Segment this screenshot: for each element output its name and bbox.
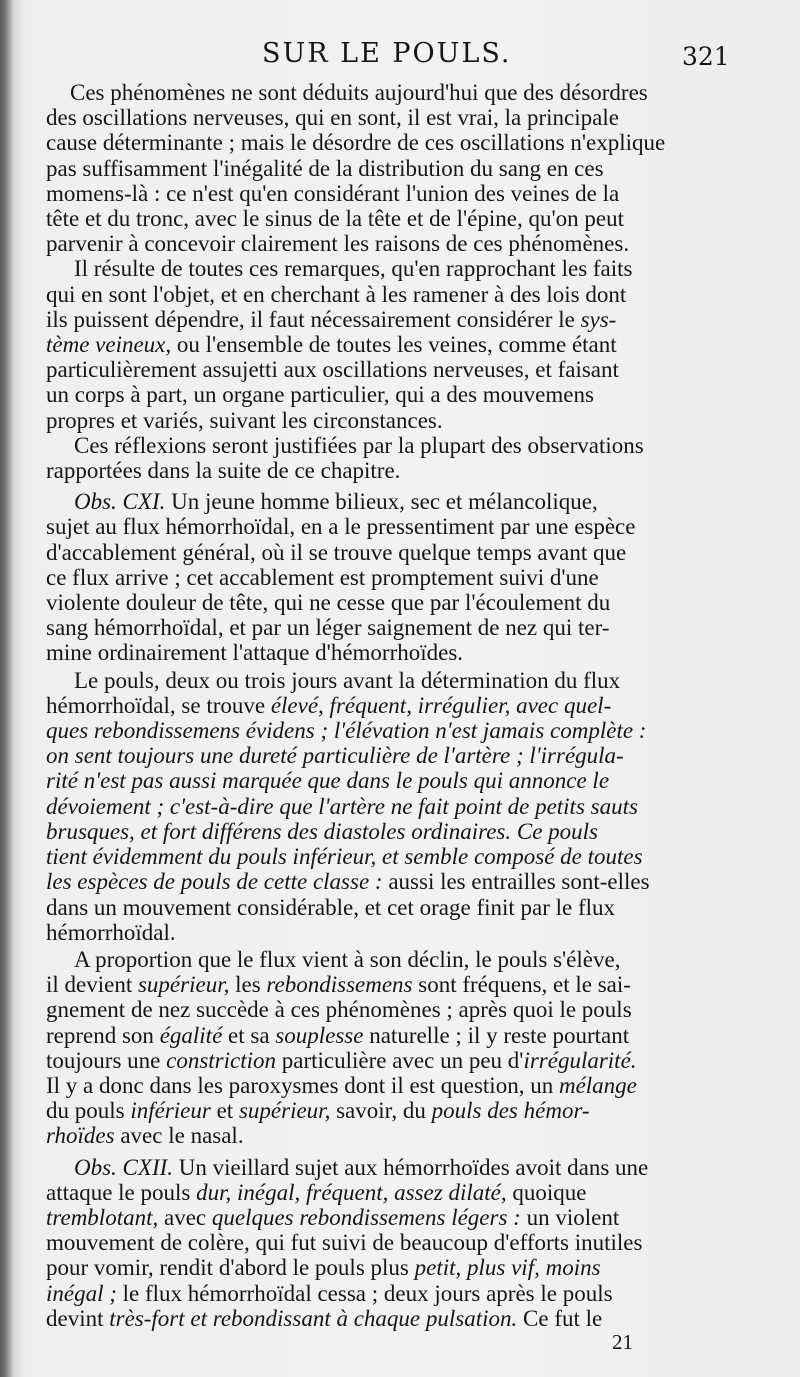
text-line: cause déterminante ; mais le désordre de ces oscillations n'explique <box>46 130 666 156</box>
text-segment: sont fréquens, et le sai- <box>412 972 631 998</box>
text-line <box>46 869 726 894</box>
text-line: un corps à part, un organe particulier, qui a des mouvemens <box>46 382 594 408</box>
text-line <box>46 1155 726 1180</box>
text-segment-italic: rhoïdes <box>46 1123 115 1149</box>
observation-number: Obs. CXII. <box>74 1154 174 1180</box>
text-line: A proportion que le flux vient à son déclin, le pouls s'élève, <box>74 946 621 972</box>
text-line <box>46 1098 726 1123</box>
text-segment-italic: tremblotant, <box>46 1204 159 1230</box>
text-segment-italic: dur, inégal, fréquent, assez dilaté, <box>196 1179 507 1205</box>
text-segment-italic: sys- <box>580 306 617 332</box>
text-line: Ces réflexions seront justifiées par la plupart des observations <box>74 432 644 458</box>
text-segment-italic: élevé, fréquent, irrégulier, avec quel- <box>270 692 612 718</box>
text-line-italic: tient évidemment du pouls inférieur, et semble composé de toutes <box>46 844 643 870</box>
text-line <box>46 1255 726 1280</box>
text-segment-italic: mélange <box>558 1072 637 1098</box>
body-text <box>46 80 726 1331</box>
binding-shadow <box>0 0 14 1377</box>
text-line-italic: ques rebondissemens évidens ; l'élévation n'est jamais complète : <box>46 718 647 744</box>
text-line <box>46 1180 726 1205</box>
text-segment-italic: pouls des hémor- <box>431 1098 590 1124</box>
text-segment: les <box>229 972 267 998</box>
text-line <box>46 1205 726 1230</box>
text-line <box>46 489 726 514</box>
text-segment: hémorrhoïdal, se trouve <box>46 692 271 718</box>
text-line: particulièrement assujetti aux oscillations nerveuses, et faisant <box>46 357 619 383</box>
text-line: Ces phénomènes ne sont déduits aujourd'hui que des désordres <box>70 80 648 105</box>
text-segment-italic: constriction <box>166 1047 276 1073</box>
text-segment: il devient <box>46 972 138 998</box>
text-segment: Un jeune homme bilieux, sec et mélancolique, <box>165 489 598 515</box>
text-line: des oscillations nerveuses, qui en sont, il est vrai, la principale <box>46 105 619 131</box>
text-segment: avec <box>158 1204 212 1230</box>
text-segment-italic: les espèces de pouls de cette classe : <box>46 869 383 895</box>
text-segment: quoique <box>506 1179 587 1205</box>
text-segment: Un vieillard sujet aux hémorrhoïdes avoit dans une <box>173 1154 649 1180</box>
text-segment-italic: inférieur <box>130 1098 211 1124</box>
text-line <box>46 1048 726 1073</box>
text-line: parvenir à concevoir clairement les raisons de ces phénomènes. <box>46 231 630 257</box>
text-line: dans un mouvement considérable, et cet orage finit par le flux <box>46 894 616 920</box>
observation-number: Obs. CXI. <box>74 489 166 515</box>
text-segment-italic: inégal ; <box>46 1280 117 1306</box>
text-segment-italic: petit, plus vif, moins <box>414 1255 601 1281</box>
text-line-italic: on sent toujours une dureté particulière de l'artère ; l'irrégula- <box>46 743 624 769</box>
page-header <box>0 38 800 78</box>
text-segment: pour vomir, rendit d'abord le pouls plus <box>46 1255 415 1281</box>
text-line <box>46 1123 726 1148</box>
text-line: propres et variés, suivant les circonstances. <box>46 407 443 433</box>
text-line: sujet au flux hémorrhoïdal, en a le pressentiment par une espèce <box>46 514 636 540</box>
text-line: violente douleur de tête, qui ne cesse que par l'écoulement du <box>46 590 611 616</box>
text-line <box>46 1023 726 1048</box>
text-line <box>46 693 726 718</box>
page-number: 321 <box>682 42 730 71</box>
text-line: mine ordinairement l'attaque d'hémorrhoïdes. <box>46 640 464 666</box>
signature-mark: 21 <box>612 1330 633 1354</box>
text-line: pas suffisamment l'inégalité de la distribution du sang en ces <box>46 155 604 181</box>
running-head: SUR LE POULS. <box>262 38 512 69</box>
text-segment: savoir, du <box>330 1098 432 1124</box>
text-segment: Ce fut le <box>517 1305 603 1331</box>
text-line: rapportées dans la suite de ce chapitre. <box>46 458 401 484</box>
text-line: Il résulte de toutes ces remarques, qu'en rapprochant les faits <box>74 256 633 282</box>
text-segment: ils puissent dépendre, il faut nécessairement considérer le <box>46 306 581 332</box>
text-line <box>46 332 726 357</box>
text-line-italic: rité n'est pas aussi marquée que dans le pouls qui annonce le <box>46 768 610 794</box>
text-line <box>46 307 726 332</box>
text-segment: le flux hémorrhoïdal cessa ; deux jours après le pouls <box>116 1280 613 1306</box>
text-line-italic: brusques, et fort différens des diastoles ordinaires. Ce pouls <box>46 818 598 844</box>
text-segment-italic: irrégularité. <box>523 1047 637 1073</box>
text-segment: ou l'ensemble de toutes les veines, comme étant <box>171 332 617 358</box>
text-line: qui en sont l'objet, et en cherchant à les ramener à des lois dont <box>46 281 627 307</box>
text-segment: et <box>210 1098 239 1124</box>
text-segment: devint <box>46 1305 110 1331</box>
text-segment-italic: tème veineux, <box>46 332 172 358</box>
text-segment: et sa <box>222 1022 276 1048</box>
text-segment: avec le nasal. <box>114 1123 244 1149</box>
text-line <box>46 972 726 997</box>
text-segment: toujours une <box>46 1047 167 1073</box>
text-line: Le pouls, deux ou trois jours avant la détermination du flux <box>74 667 621 693</box>
text-segment: Il y a donc dans les paroxysmes dont il est question, un <box>46 1072 559 1098</box>
text-line-italic: dévoiement ; c'est-à-dire que l'artère ne fait point de petits sauts <box>46 793 638 819</box>
text-segment-italic: supérieur, <box>137 972 230 998</box>
text-line: gnement de nez succède à ces phénomènes ; après quoi le pouls <box>46 997 632 1023</box>
text-segment-italic: quelques rebondissemens légers : <box>211 1204 521 1230</box>
text-segment: particulière avec un peu d' <box>276 1047 524 1073</box>
text-segment-italic: supérieur, <box>238 1098 331 1124</box>
text-line <box>46 1281 726 1306</box>
text-line: ce flux arrive ; cet accablement est promptement suivi d'une <box>46 564 599 590</box>
text-line: mouvement de colère, qui fut suivi de beaucoup d'efforts inutiles <box>46 1230 643 1256</box>
text-segment: naturelle ; il y reste pourtant <box>363 1022 630 1048</box>
text-segment-italic: égalité <box>159 1022 223 1048</box>
text-line: sang hémorrhoïdal, et par un léger saignement de nez qui ter- <box>46 615 610 641</box>
text-segment-italic: souplesse <box>275 1022 364 1048</box>
text-line <box>46 1306 726 1331</box>
text-line: d'accablement général, où il se trouve quelque temps avant que <box>46 539 627 565</box>
text-line <box>46 1073 726 1098</box>
text-line: momens-là : ce n'est qu'en considérant l'union des veines de la <box>46 180 620 206</box>
text-line: tête et du tronc, avec le sinus de la tête et de l'épine, qu'on peut <box>46 206 624 232</box>
text-segment-italic: très-fort et rebondissant à chaque pulsation. <box>109 1305 518 1331</box>
text-segment: du pouls <box>46 1098 131 1124</box>
text-segment: attaque le pouls <box>46 1179 197 1205</box>
text-segment: aussi les entrailles sont-elles <box>382 869 650 895</box>
text-segment: un violent <box>520 1204 620 1230</box>
text-segment-italic: rebondissemens <box>266 972 413 998</box>
text-line: hémorrhoïdal. <box>46 919 176 945</box>
text-segment: reprend son <box>46 1022 160 1048</box>
